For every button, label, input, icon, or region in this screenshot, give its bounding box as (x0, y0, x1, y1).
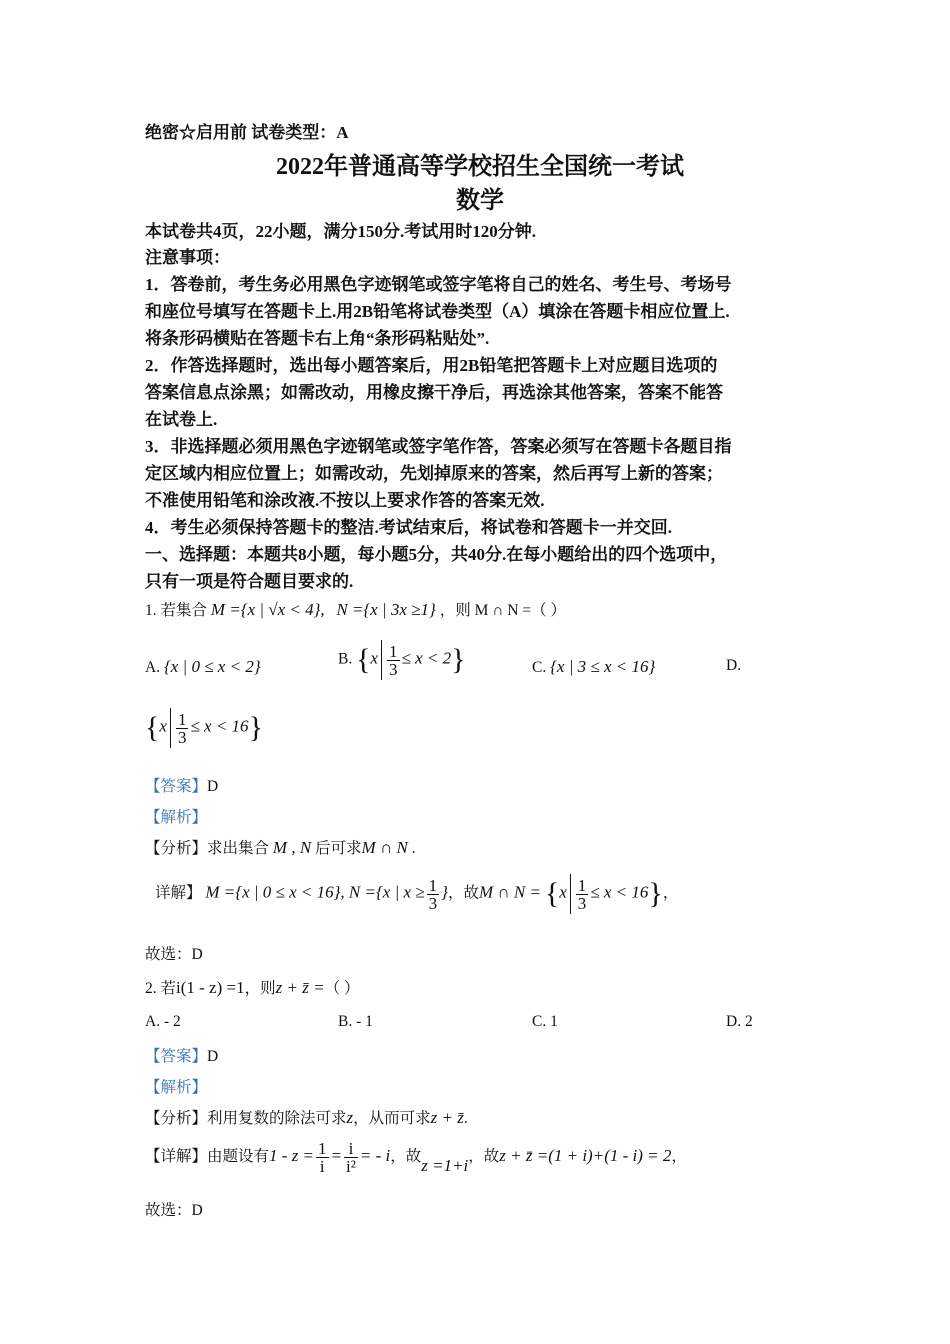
notice-line: 定区域内相应位置上；如需改动，先划掉原来的答案，然后再写上新的答案； (145, 464, 723, 483)
q2-detail: 【详解】由题设有1 - z = $\frac{1}{i}$ = $\frac{i}{\text{i²}}$ = - i，故z =1+i，故z + z̄ =(1 + i)+(1 - i) = 2， (145, 1139, 687, 1176)
notice-line: 不准使用铅笔和涂改液.不按以上要求作答的答案无效. (145, 491, 545, 510)
q1-option-c: C. {x | 3 ≤ x < 16} (532, 657, 656, 676)
exam-title: 2022年普通高等学校招生全国统一考试 (276, 154, 684, 180)
q2-analysis-tag: 【解析】 (145, 1079, 208, 1096)
section-heading: 只有一项是符合题目要求的. (145, 572, 354, 591)
question-1-stem: 1. 若集合 M ={x | √x < 4}, N ={x | 3x ≥1} ，则 M ∩ N =（ ） (145, 600, 566, 619)
exam-summary: 本试卷共4页，22小题，满分150分.考试用时120分钟. (145, 222, 536, 241)
subject-title: 数学 (456, 188, 504, 214)
confidential-line: 绝密☆启用前 试卷类型：A (145, 123, 349, 142)
q2-option-a: A. - 2 (145, 1013, 181, 1030)
q2-option-c: C. 1 (532, 1013, 558, 1030)
q1-option-b: B. {x $\frac{1}{3}$ ≤ x < 2} (338, 641, 466, 679)
q1-option-a: A. {x | 0 ≤ x < 2} (145, 657, 261, 676)
notice-line: 在试卷上. (145, 410, 218, 429)
question-2-stem: 2. 若i(1 - z) =1，则z + z̄ =（ ） (145, 978, 360, 997)
q2-fenxi: 【分析】利用复数的除法可求z，从而可求z + z̄. (145, 1108, 468, 1127)
q1-detail: 详解】 M ={x | 0 ≤ x < 16}, N ={x | x ≥ $\frac{1}{3}$ }，故M ∩ N = {x $\frac{1}{3}$ ≤ x < 16}， (155, 875, 679, 913)
q2-option-d: D. 2 (726, 1013, 753, 1030)
q1-fenxi: 【分析】求出集合 M , N 后可求M ∩ N . (145, 838, 416, 857)
notice-line: 和座位号填写在答题卡上.用2B铅笔将试卷类型（A）填涂在答题卡相应位置上. (145, 302, 730, 321)
notice-line: 答案信息点涂黑；如需改动，用橡皮擦干净后，再选涂其他答案，答案不能答 (145, 383, 723, 402)
notice-line: 3．非选择题必须用黑色字迹钢笔或签字笔作答，答案必须写在答题卡各题目指 (145, 437, 732, 456)
q1-option-d-label: D. (726, 657, 742, 674)
notice-title: 注意事项： (145, 248, 230, 267)
q2-choose: 故选：D (145, 1202, 203, 1219)
q1-choose: 故选：D (145, 946, 203, 963)
q2-option-b: B. - 1 (338, 1013, 373, 1030)
q2-answer: 【答案】D (145, 1048, 219, 1065)
notice-line: 2．作答选择题时，选出每小题答案后，用2B铅笔把答题卡上对应题目选项的 (145, 356, 718, 375)
q1-answer: 【答案】D (145, 778, 219, 795)
notice-line: 4．考生必须保持答题卡的整洁.考试结束后，将试卷和答题卡一并交回. (145, 518, 672, 537)
notice-line: 将条形码横贴在答题卡右上角“条形码粘贴处”. (145, 329, 490, 348)
notice-line: 1．答卷前，考生务必用黑色字迹钢笔或签字笔将自己的姓名、考生号、考场号 (145, 275, 732, 294)
q1-analysis-tag: 【解析】 (145, 809, 208, 826)
q1-option-d: {x $\frac{1}{3}$ ≤ x < 16} (145, 709, 263, 747)
section-heading: 一、选择题：本题共8小题，每小题5分，共40分.在每小题给出的四个选项中， (145, 545, 728, 564)
